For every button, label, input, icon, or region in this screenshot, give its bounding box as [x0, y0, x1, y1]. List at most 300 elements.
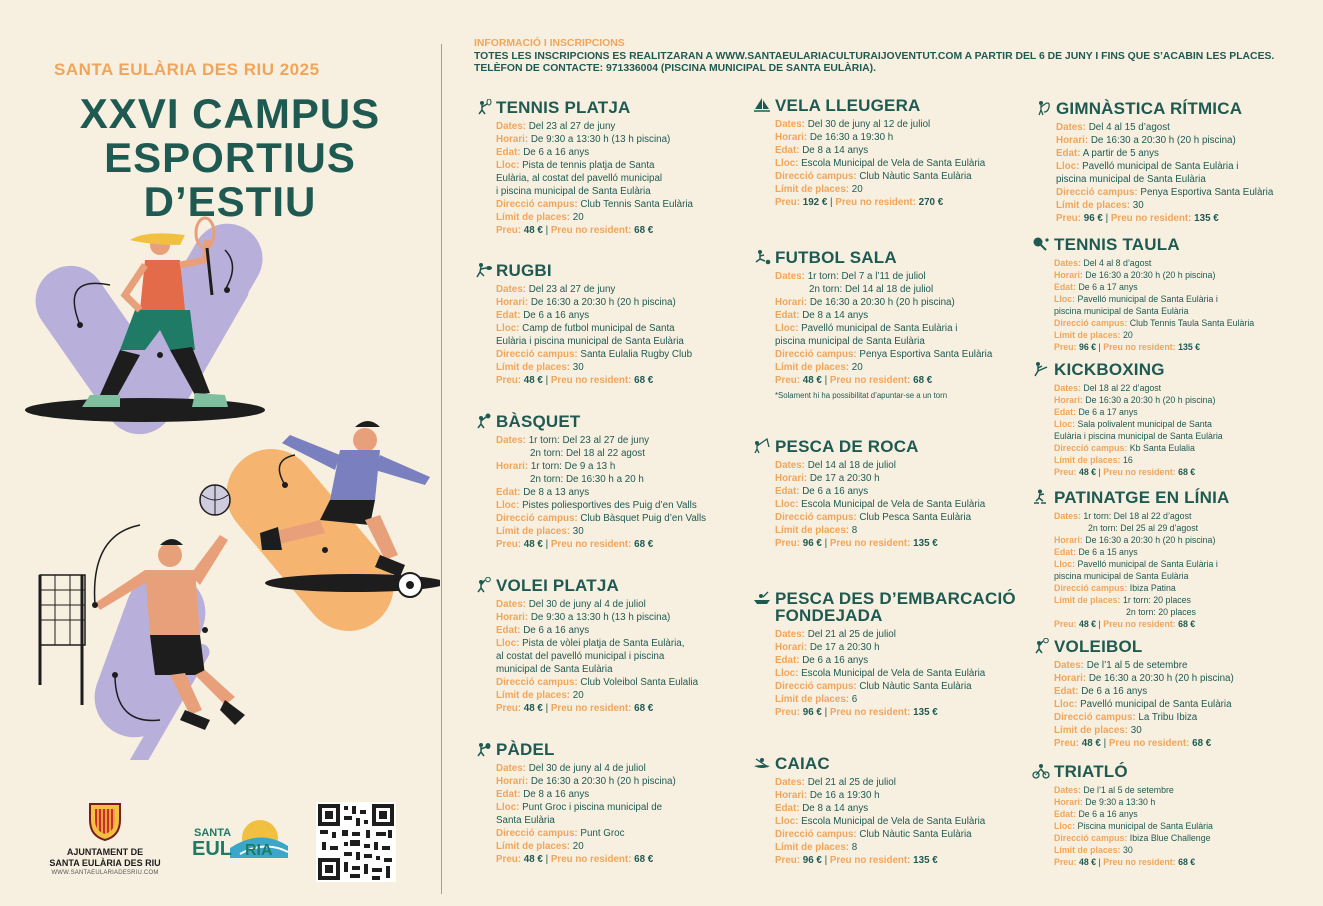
- sport-title: PATINATGE EN LÍNIA: [1054, 488, 1230, 507]
- value-horari: 1r torn: De 9 a 13 h: [530, 461, 616, 472]
- value-preu: 48 €: [523, 225, 543, 236]
- value-lloc-3: municipal de Santa Eulària: [496, 664, 613, 675]
- santa-eularia-brand-logo: [190, 818, 290, 869]
- label-lloc: Lloc:: [775, 816, 799, 827]
- sport-volei-platja: VOLEI PLATJA Dates: Del 30 de juny al 4 de juliol Horari: De 9:30 a 13:30 h (13 h piscina) Edat: De 6 a 16 anys Lloc: Pista de vòlei platja de Santa Eulària, al costat del pavelló municipal i piscina municipal de Santa Eulària Direcció campus: Club Voleibol Santa Eulalia Límit de places: 20 Preu: 48 € | Preu no resident: 68 €: [474, 577, 739, 715]
- volleyball-icon: [1032, 638, 1050, 654]
- sport-triatlo: TRIATLÓ Dates: De l’1 al 5 de setembre Horari: De 9:30 a 13:30 h Edat: De 6 a 16 anys Lloc: Piscina municipal de Santa Eulària Direcció campus: Ibiza Blue Challenge Límit de places: 30 Preu: 48 € | Preu no resident: 68 €: [1032, 763, 1317, 868]
- value-direccio: Club Nàutic Santa Eulària: [859, 829, 972, 840]
- football-icon: [753, 249, 771, 265]
- label-edat: Edat:: [775, 655, 800, 666]
- label-preu: Preu:: [1056, 213, 1082, 224]
- label-edat: Edat:: [1054, 407, 1076, 417]
- value-limit: 16: [1122, 455, 1133, 465]
- value-limit: 1r torn: 20 places: [1122, 595, 1191, 605]
- sport-title: FUTBOL SALA: [775, 248, 897, 267]
- value-edat: De 6 a 16 anys: [802, 486, 869, 497]
- ping-pong-icon: [1032, 236, 1050, 252]
- ajuntament-web: WWW.SANTAEULARIADESRIU.COM: [51, 870, 159, 876]
- label-direccio: Direcció campus:: [496, 349, 578, 360]
- value-dates: Del 30 de juny al 4 de juliol: [528, 763, 646, 774]
- sport-title: PÀDEL: [496, 740, 555, 759]
- padel-icon: [474, 741, 492, 757]
- sport-basquet: BÀSQUET Dates: 1r torn: Del 23 al 27 de juny 2n torn: Del 18 al 22 agost Horari: 1r torn: De 9 a 13 h 2n torn: De 16:30 h a 20 h Edat: De 8 a 13 anys Lloc: Pistes poliesportives des Puig d’en Valls Direcció campus: Club Bàsquet Puig d’en Valls Límit de places: 30 Preu: 48 € | Preu no resident: 68 €: [474, 413, 739, 551]
- sport-kickboxing: KICKBOXING Dates: Del 18 al 22 d’agost Horari: De 16:30 a 20:30 h (20 h piscina) Edat: De 6 a 17 anys Lloc: Sala polivalent municipal de Santa Eulària i piscina municipal de Santa Eulària Direcció campus: Kb Santa Eulalia Límit de places: 16 Preu: 48 € | Preu no resident: 68 €: [1032, 361, 1312, 478]
- value-dates: Del 4 al 15 d’agost: [1088, 122, 1170, 133]
- sport-padel: PÀDEL Dates: Del 30 de juny al 4 de juliol Horari: De 16:30 a 20:30 h (20 h piscina) Edat: De 8 a 16 anys Lloc: Punt Groc i piscina municipal de Santa Eulària Direcció campus: Punt Groc Límit de places: 20 Preu: 48 € | Preu no resident: 68 €: [474, 741, 739, 866]
- value-edat: De 6 a 15 anys: [1078, 547, 1138, 557]
- value-limit: 20: [572, 212, 584, 223]
- value-direccio: Club Tennis Santa Eulària: [580, 199, 693, 210]
- label-dates: Dates:: [1054, 785, 1081, 795]
- value-horari: De 16:30 a 20:30 h (20 h piscina): [1090, 135, 1236, 146]
- value-direccio: Club Tennis Taula Santa Eulària: [1129, 318, 1255, 328]
- qr-code[interactable]: [316, 802, 396, 882]
- value-lloc: Camp de futbol municipal de Santa: [522, 323, 675, 334]
- sports-illustration: [20, 215, 440, 760]
- label-preu-nr: Preu no resident:: [829, 707, 911, 718]
- value-preu-nr: 68 €: [1192, 738, 1212, 749]
- sport-title: VELA LLEUGERA: [775, 96, 921, 115]
- label-dates: Dates:: [496, 435, 526, 446]
- label-preu: Preu:: [775, 707, 801, 718]
- value-dates: Del 4 al 8 d’agost: [1083, 258, 1152, 268]
- label-lloc: Lloc:: [1054, 294, 1076, 304]
- value-lloc: Pistes poliesportives des Puig d’en Valls: [522, 500, 697, 511]
- label-lloc: Lloc:: [496, 802, 520, 813]
- label-limit: Límit de places:: [496, 362, 571, 373]
- triathlon-icon: [1032, 763, 1050, 779]
- value-lloc-2: piscina municipal de Santa Eulària: [775, 336, 925, 347]
- value-lloc: Pavelló municipal de Santa Eulària i: [1082, 161, 1239, 172]
- label-dates: Dates:: [775, 777, 805, 788]
- value-dates: Del 30 de juny al 12 de juliol: [807, 119, 931, 130]
- sport-futbol-sala: FUTBOL SALA Dates: 1r torn: Del 7 a l’11 de juliol 2n torn: Del 14 al 18 de juliol Horari: De 16:30 a 20:30 h (20 h piscina) Edat: De 8 a 14 anys Lloc: Pavelló municipal de Santa Eulària i piscina municipal de Santa Eulària Direcció campus: Penya Esportiva Santa Eulària Límit de places: 20 Preu: 48 € | Preu no resident: 68 € *Solament hi ha possibilitat d’apuntar-se a un torn: [753, 249, 1023, 402]
- value-preu-nr: 68 €: [634, 539, 654, 550]
- value-horari: De 16 a 19:30 h: [809, 790, 880, 801]
- tennis-icon: [474, 99, 492, 115]
- ajuntament-name-2: SANTA EULÀRIA DES RIU: [49, 858, 161, 868]
- sport-title: VOLEIBOL: [1054, 637, 1143, 656]
- value-edat: De 6 a 17 anys: [1078, 407, 1138, 417]
- sport-title-2: FONDEJADA: [775, 606, 883, 625]
- label-edat: Edat:: [496, 487, 521, 498]
- label-direccio: Direcció campus:: [496, 677, 578, 688]
- title-line-3: D’ESTIU: [143, 178, 317, 225]
- value-preu-nr: 68 €: [1178, 467, 1196, 477]
- label-preu: Preu:: [496, 703, 522, 714]
- value-limit: 30: [1132, 200, 1144, 211]
- value-lloc-2: piscina municipal de Santa Eulària: [1054, 306, 1189, 316]
- label-preu: Preu:: [1054, 857, 1077, 867]
- label-preu-nr: Preu no resident:: [1103, 342, 1176, 352]
- value-lloc: Pavelló municipal de Santa Eulària: [1080, 699, 1232, 710]
- value-horari: De 9:30 a 13:30 h (13 h piscina): [530, 134, 671, 145]
- value-limit: 8: [851, 842, 858, 853]
- coat-of-arms-icon: [86, 800, 124, 842]
- value-preu: 96 €: [802, 538, 822, 549]
- note-torn: *Solament hi ha possibilitat d’apuntar-se a un torn: [775, 391, 948, 400]
- label-limit: Límit de places:: [1054, 330, 1121, 340]
- value-direccio: Club Nàutic Santa Eulària: [859, 171, 972, 182]
- value-preu-nr: 135 €: [913, 707, 938, 718]
- column-divider: [441, 44, 442, 894]
- value-dates: 1r torn: Del 7 a l’11 de juliol: [807, 271, 926, 282]
- value-limit: 30: [1130, 725, 1142, 736]
- value-dates: De l’1 al 5 de setembre: [1086, 660, 1188, 671]
- value-direccio: Penya Esportiva Santa Eulària: [1140, 187, 1274, 198]
- value-dates: Del 14 al 18 de juliol: [807, 460, 896, 471]
- value-lloc: Pista de tennis platja de Santa: [522, 160, 655, 171]
- rugby-icon: [474, 262, 492, 278]
- value-preu-nr: 270 €: [918, 197, 944, 208]
- label-dates: Dates:: [496, 599, 526, 610]
- brand-text-3: RIA: [245, 842, 273, 859]
- label-preu-nr: Preu no resident:: [550, 854, 632, 865]
- value-limit: 30: [572, 362, 584, 373]
- value-preu: 48 €: [802, 375, 822, 386]
- label-limit: Límit de places:: [1054, 455, 1121, 465]
- info-heading: INFORMACIÓ I INSCRIPCIONS: [474, 38, 625, 49]
- label-horari: Horari:: [775, 473, 808, 484]
- value-edat: De 6 a 16 anys: [1078, 809, 1138, 819]
- label-preu: Preu:: [496, 225, 522, 236]
- label-direccio: Direcció campus:: [1054, 318, 1128, 328]
- fishing-rod-icon: [753, 438, 771, 454]
- label-horari: Horari:: [1054, 797, 1083, 807]
- value-preu-nr: 68 €: [634, 375, 654, 386]
- page-title: [50, 92, 410, 224]
- label-edat: Edat:: [1054, 547, 1076, 557]
- info-block: [474, 38, 1314, 76]
- label-limit: Límit de places:: [1054, 725, 1129, 736]
- label-direccio: Direcció campus:: [775, 171, 857, 182]
- label-direccio: Direcció campus:: [496, 828, 578, 839]
- value-preu-nr: 68 €: [1178, 857, 1196, 867]
- value-direccio: Ibiza Patina: [1129, 583, 1176, 593]
- label-preu-nr: Preu no resident:: [1110, 213, 1192, 224]
- info-line-1: TOTES LES INSCRIPCIONS ES REALITZARAN A WWW.SANTAEULARIACULTURAIJOVENTUT.COM A PARTIR DEL 6 DE JUNY I FINS QUE S’ACABIN LES PLACES.: [474, 50, 1275, 62]
- value-lloc-2: piscina municipal de Santa Eulària: [1054, 571, 1189, 581]
- label-preu-nr: Preu no resident:: [829, 538, 911, 549]
- value-lloc-3: i piscina municipal de Santa Eulària: [496, 186, 651, 197]
- value-preu: 192 €: [802, 197, 828, 208]
- value-edat: A partir de 5 anys: [1082, 148, 1159, 159]
- value-preu: 96 €: [802, 855, 822, 866]
- label-dates: Dates:: [775, 119, 805, 130]
- value-edat: De 6 a 16 anys: [802, 655, 869, 666]
- value-edat: De 6 a 16 anys: [523, 625, 590, 636]
- value-limit: 20: [1122, 330, 1133, 340]
- value-direccio: Punt Groc: [580, 828, 625, 839]
- value-direccio: Ibiza Blue Challenge: [1129, 833, 1211, 843]
- value-preu-nr: 135 €: [913, 855, 938, 866]
- label-dates: Dates:: [775, 460, 805, 471]
- value-edat: De 6 a 17 anys: [1078, 282, 1138, 292]
- label-edat: Edat:: [775, 310, 800, 321]
- label-preu-nr: Preu no resident:: [550, 375, 632, 386]
- value-preu: 48 €: [1078, 619, 1097, 629]
- value-dates-2: 2n torn: Del 25 al 29 d’agost: [1088, 523, 1199, 533]
- label-preu-nr: Preu no resident:: [550, 225, 632, 236]
- label-limit: Límit de places:: [775, 184, 850, 195]
- label-limit: Límit de places:: [496, 212, 571, 223]
- label-dates: Dates:: [775, 629, 805, 640]
- value-horari: De 16:30 a 20:30 h (20 h piscina): [1085, 395, 1216, 405]
- kickboxing-icon: [1032, 361, 1050, 377]
- label-edat: Edat:: [1054, 686, 1079, 697]
- label-direccio: Direcció campus:: [496, 513, 578, 524]
- value-dates: Del 23 al 27 de juny: [528, 284, 616, 295]
- label-horari: Horari:: [775, 297, 808, 308]
- sport-title: RUGBI: [496, 261, 552, 280]
- value-lloc: Pavelló municipal de Santa Eulària i: [801, 323, 958, 334]
- value-lloc: Punt Groc i piscina municipal de: [522, 802, 663, 813]
- value-dates: Del 18 al 22 d’agost: [1083, 383, 1162, 393]
- label-preu: Preu:: [775, 855, 801, 866]
- value-dates: Del 21 al 25 de juliol: [807, 777, 896, 788]
- label-preu: Preu:: [496, 539, 522, 550]
- value-preu: 48 €: [523, 375, 543, 386]
- label-horari: Horari:: [496, 297, 529, 308]
- value-lloc: Pista de vòlei platja de Santa Eulària,: [522, 638, 685, 649]
- label-dates: Dates:: [1056, 122, 1086, 133]
- label-preu: Preu:: [1054, 342, 1077, 352]
- label-preu-nr: Preu no resident:: [1103, 467, 1176, 477]
- value-edat: De 8 a 14 anys: [802, 803, 869, 814]
- value-direccio: Club Pesca Santa Eulària: [859, 512, 972, 523]
- value-preu: 96 €: [1078, 342, 1097, 352]
- value-lloc: Pavelló municipal de Santa Eulària i: [1077, 559, 1218, 569]
- value-dates: 1r torn: Del 18 al 22 d’agost: [1083, 511, 1192, 521]
- label-lloc: Lloc:: [1054, 419, 1076, 429]
- sport-pesca-roca: PESCA DE ROCA Dates: Del 14 al 18 de juliol Horari: De 17 a 20:30 h Edat: De 6 a 16 anys Lloc: Escola Municipal de Vela de Santa Eulària Direcció campus: Club Pesca Santa Eulària Límit de places: 8 Preu: 96 € | Preu no resident: 135 €: [753, 438, 1023, 550]
- value-edat: De 6 a 16 anys: [1081, 686, 1148, 697]
- label-preu: Preu:: [1054, 738, 1080, 749]
- label-preu: Preu:: [496, 854, 522, 865]
- label-lloc: Lloc:: [496, 638, 520, 649]
- label-edat: Edat:: [496, 625, 521, 636]
- label-preu: Preu:: [775, 197, 801, 208]
- value-direccio: La Tribu Ibiza: [1138, 712, 1198, 723]
- value-limit: 30: [1122, 845, 1133, 855]
- label-preu-nr: Preu no resident:: [1103, 857, 1176, 867]
- value-dates: De l’1 al 5 de setembre: [1083, 785, 1174, 795]
- value-horari: De 16:30 a 20:30 h (20 h piscina): [530, 776, 676, 787]
- sport-title: KICKBOXING: [1054, 360, 1165, 379]
- label-limit: Límit de places:: [496, 526, 571, 537]
- value-horari: De 16:30 a 20:30 h (20 h piscina): [530, 297, 676, 308]
- label-limit: Límit de places:: [775, 694, 850, 705]
- label-preu-nr: Preu no resident:: [835, 197, 916, 208]
- label-lloc: Lloc:: [496, 160, 520, 171]
- info-line-2: TELÈFON DE CONTACTE: 971336004 (PISCINA MUNICIPAL DE SANTA EULÀRIA).: [474, 63, 877, 74]
- label-direccio: Direcció campus:: [775, 681, 857, 692]
- value-preu-nr: 68 €: [634, 225, 654, 236]
- value-preu: 48 €: [1078, 467, 1097, 477]
- brand-text-2: EUL: [192, 838, 232, 860]
- label-dates: Dates:: [496, 763, 526, 774]
- value-dates: Del 23 al 27 de juny: [528, 121, 616, 132]
- value-preu: 48 €: [1078, 857, 1097, 867]
- value-limit: 20: [851, 362, 863, 373]
- value-preu-nr: 68 €: [913, 375, 933, 386]
- sport-tennis-taula: TENNIS TAULA Dates: Del 4 al 8 d’agost Horari: De 16:30 a 20:30 h (20 h piscina) Edat: De 6 a 17 anys Lloc: Pavelló municipal de Santa Eulària i piscina municipal de Santa Eulària Direcció campus: Club Tennis Taula Santa Eulària Límit de places: 20 Preu: 96 € | Preu no resident: 135 €: [1032, 236, 1312, 353]
- value-direccio: Club Bàsquet Puig d’en Valls: [580, 513, 707, 524]
- value-horari: De 16:30 a 20:30 h (20 h piscina): [1085, 535, 1216, 545]
- label-preu-nr: Preu no resident:: [550, 703, 632, 714]
- label-direccio: Direcció campus:: [1054, 443, 1128, 453]
- sport-patinatge: PATINATGE EN LÍNIA Dates: 1r torn: Del 18 al 22 d’agost 2n torn: Del 25 al 29 d’agost Horari: De 16:30 a 20:30 h (20 h piscina) Edat: De 6 a 15 anys Lloc: Pavelló municipal de Santa Eulària i piscina municipal de Santa Eulària Direcció campus: Ibiza Patina Límit de places: 1r torn: 20 places 2n torn: 20 places Preu: 48 € | Preu no resident: 68 €: [1032, 489, 1317, 630]
- label-edat: Edat:: [775, 803, 800, 814]
- label-direccio: Direcció campus:: [1054, 712, 1136, 723]
- value-preu-nr: 135 €: [913, 538, 938, 549]
- label-edat: Edat:: [775, 486, 800, 497]
- label-lloc: Lloc:: [496, 500, 520, 511]
- value-horari: De 16:30 a 20:30 h (20 h piscina): [1088, 673, 1234, 684]
- value-preu: 48 €: [523, 854, 543, 865]
- kayak-icon: [753, 755, 771, 771]
- value-lloc: Piscina municipal de Santa Eulària: [1077, 821, 1213, 831]
- label-lloc: Lloc:: [496, 323, 520, 334]
- value-limit: 8: [851, 525, 858, 536]
- label-lloc: Lloc:: [775, 323, 799, 334]
- pretitle: SANTA EULÀRIA DES RIU 2025: [54, 60, 320, 79]
- value-lloc: Escola Municipal de Vela de Santa Eulària: [801, 668, 986, 679]
- sport-tennis-platja: TENNIS PLATJA Dates: Del 23 al 27 de juny Horari: De 9:30 a 13:30 h (13 h piscina) Edat: De 6 a 16 anys Lloc: Pista de tennis platja de Santa Eulària, al costat del pavelló municipal i piscina municipal de Santa Eulària Direcció campus: Club Tennis Santa Eulària Límit de places: 20 Preu: 48 € | Preu no resident: 68 €: [474, 99, 739, 237]
- title-line-2: ESPORTIUS: [104, 134, 356, 181]
- value-direccio: Kb Santa Eulalia: [1129, 443, 1195, 453]
- value-preu: 48 €: [523, 703, 543, 714]
- value-lloc-2: al costat del pavelló municipal i piscina: [496, 651, 665, 662]
- label-direccio: Direcció campus:: [496, 199, 578, 210]
- value-preu: 48 €: [1081, 738, 1101, 749]
- label-preu: Preu:: [496, 375, 522, 386]
- value-preu-nr: 68 €: [634, 703, 654, 714]
- label-lloc: Lloc:: [775, 668, 799, 679]
- label-dates: Dates:: [1054, 660, 1084, 671]
- label-direccio: Direcció campus:: [1054, 583, 1128, 593]
- value-limit: 6: [851, 694, 858, 705]
- label-horari: Horari:: [1054, 395, 1083, 405]
- label-edat: Edat:: [775, 145, 800, 156]
- value-lloc-2: Eulària i piscina municipal de Santa Eulària: [496, 336, 684, 347]
- label-direccio: Direcció campus:: [1054, 833, 1128, 843]
- value-horari: De 9:30 a 13:30 h (13 h piscina): [530, 612, 671, 623]
- ajuntament-logo: [40, 800, 170, 876]
- sport-title: TENNIS TAULA: [1054, 235, 1180, 254]
- value-limit: 30: [572, 526, 584, 537]
- sport-title: [775, 590, 1016, 624]
- label-preu-nr: Preu no resident:: [1103, 619, 1176, 629]
- value-edat: De 8 a 14 anys: [802, 310, 869, 321]
- label-limit: Límit de places:: [1054, 595, 1121, 605]
- label-limit: Límit de places:: [775, 362, 850, 373]
- label-dates: Dates:: [496, 284, 526, 295]
- value-lloc: Sala polivalent municipal de Santa: [1077, 419, 1212, 429]
- value-preu-nr: 135 €: [1194, 213, 1219, 224]
- title-line-1: XXVI CAMPUS: [79, 90, 381, 137]
- value-preu: 48 €: [523, 539, 543, 550]
- sailing-icon: [753, 97, 771, 113]
- value-horari-2: 2n torn: De 16:30 h a 20 h: [530, 474, 644, 485]
- value-limit: 20: [851, 184, 863, 195]
- label-limit: Límit de places:: [1056, 200, 1131, 211]
- label-edat: Edat:: [1054, 809, 1076, 819]
- label-limit: Límit de places:: [496, 690, 571, 701]
- basketball-icon: [474, 413, 492, 429]
- sport-title: TENNIS PLATJA: [496, 98, 631, 117]
- label-preu: Preu:: [1054, 619, 1077, 629]
- label-horari: Horari:: [775, 642, 808, 653]
- sport-gimnastica: GIMNÀSTICA RÍTMICA Dates: Del 4 al 15 d’agost Horari: De 16:30 a 20:30 h (20 h piscina) Edat: A partir de 5 anys Lloc: Pavelló municipal de Santa Eulària i piscina municipal de Santa Eulària Direcció campus: Penya Esportiva Santa Eulària Límit de places: 30 Preu: 96 € | Preu no resident: 135 €: [1034, 100, 1314, 225]
- label-edat: Edat:: [1056, 148, 1081, 159]
- label-lloc: Lloc:: [1054, 559, 1076, 569]
- label-dates: Dates:: [1054, 511, 1081, 521]
- value-dates: Del 21 al 25 de juliol: [807, 629, 896, 640]
- sport-title: BÀSQUET: [496, 412, 581, 431]
- value-direccio: Club Voleibol Santa Eulalia: [580, 677, 699, 688]
- brand-text-1: SANTA: [194, 827, 232, 839]
- value-lloc: Pavelló municipal de Santa Eulària i: [1077, 294, 1218, 304]
- label-edat: Edat:: [1054, 282, 1076, 292]
- ajuntament-name-1: AJUNTAMENT DE: [66, 847, 144, 857]
- sport-title: TRIATLÓ: [1054, 762, 1128, 781]
- label-direccio: Direcció campus:: [775, 512, 857, 523]
- value-lloc-2: piscina municipal de Santa Eulària: [1056, 174, 1206, 185]
- left-panel: [0, 0, 440, 906]
- value-edat: De 6 a 16 anys: [523, 147, 590, 158]
- label-preu: Preu:: [1054, 467, 1077, 477]
- value-dates-2: 2n torn: Del 18 al 22 agost: [530, 448, 645, 459]
- value-preu: 96 €: [802, 707, 822, 718]
- value-preu-nr: 135 €: [1178, 342, 1201, 352]
- value-direccio: Penya Esportiva Santa Eulària: [859, 349, 993, 360]
- value-horari: De 9:30 a 13:30 h: [1085, 797, 1156, 807]
- value-horari: De 16:30 a 20:30 h (20 h piscina): [809, 297, 955, 308]
- value-lloc-2: Eulària i piscina municipal de Santa Eulària: [1054, 431, 1223, 441]
- volleyball-icon: [474, 577, 492, 593]
- value-horari: De 17 a 20:30 h: [809, 473, 880, 484]
- label-limit: Límit de places:: [496, 841, 571, 852]
- label-lloc: Lloc:: [775, 158, 799, 169]
- label-horari: Horari:: [1056, 135, 1089, 146]
- label-horari: Horari:: [496, 776, 529, 787]
- value-horari: De 16:30 a 20:30 h (20 h piscina): [1085, 270, 1216, 280]
- sport-title: PESCA DE ROCA: [775, 437, 919, 456]
- value-limit: 20: [572, 690, 584, 701]
- value-direccio: Club Nàutic Santa Eulària: [859, 681, 972, 692]
- label-edat: Edat:: [496, 147, 521, 158]
- value-horari: De 16:30 a 19:30 h: [809, 132, 894, 143]
- value-direccio: Santa Eulalia Rugby Club: [580, 349, 693, 360]
- value-preu: 96 €: [1083, 213, 1103, 224]
- label-direccio: Direcció campus:: [1056, 187, 1138, 198]
- label-lloc: Lloc:: [1054, 699, 1078, 710]
- sport-vela: VELA LLEUGERA Dates: Del 30 de juny al 12 de juliol Horari: De 16:30 a 19:30 h Edat: De 8 a 14 anys Lloc: Escola Municipal de Vela de Santa Eulària Direcció campus: Club Nàutic Santa Eulària Límit de places: 20 Preu: 192 € | Preu no resident: 270 €: [753, 97, 1023, 209]
- label-limit: Límit de places:: [775, 842, 850, 853]
- value-dates: Del 30 de juny al 4 de juliol: [528, 599, 646, 610]
- value-dates-2: 2n torn: Del 14 al 18 de juliol: [809, 284, 934, 295]
- label-preu: Preu:: [775, 538, 801, 549]
- sport-pesca-embarcacio: PESCA DES D’EMBARCACIÓ FONDEJADA Dates: Del 21 al 25 de juliol Horari: De 17 a 20:30 h Edat: De 6 a 16 anys Lloc: Escola Municipal de Vela de Santa Eulària Direcció campus: Club Nàutic Santa Eulària Límit de places: 6 Preu: 96 € | Preu no resident: 135 €: [753, 590, 1033, 719]
- label-preu-nr: Preu no resident:: [829, 855, 911, 866]
- value-lloc-2: Santa Eulària: [496, 815, 555, 826]
- label-horari: Horari:: [775, 132, 808, 143]
- sport-title-1: PESCA DES D’EMBARCACIÓ: [775, 589, 1016, 608]
- value-edat: De 8 a 14 anys: [802, 145, 869, 156]
- value-preu-nr: 68 €: [634, 854, 654, 865]
